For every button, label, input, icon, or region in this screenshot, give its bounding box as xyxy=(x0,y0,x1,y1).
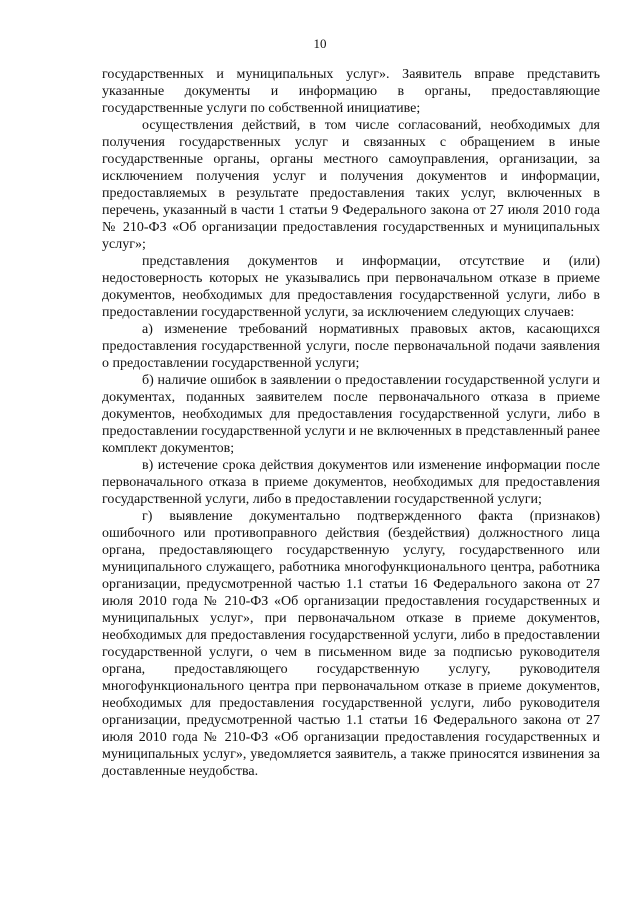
paragraph-actions-approvals: осуществления действий, в том числе согласований, необходимых для получения государственных услуг и связанных с обращением в иные государственные органы, органы местного самоуправления, организации, за исключением получения услуг и получения документов и информации, предоставляемых в результате предоставления таких услуг, включенных в перечень, указанный в части 1 статьи 9 Федерального закона от 27 июля 2010 года № 210-ФЗ «Об организации предоставления государственных и муниципальных услуг»; xyxy=(102,118,600,252)
paragraph-continuation: государственных и муниципальных услуг». Заявитель вправе представить указанные документы и информацию в органы, предоставляющие государственные услуги по собственной инициативе; xyxy=(102,67,600,116)
paragraph-case-b: б) наличие ошибок в заявлении о предоставлении государственной услуги и документах, поданных заявителем после первоначального отказа в приеме документов, необходимых для предоставления государственной услуги, либо в предоставлении государственной услуги и не включенных в представленный ранее комплект документов; xyxy=(102,373,600,456)
paragraph-case-a: а) изменение требований нормативных правовых актов, касающихся предоставления государственной услуги, после первоначальной подачи заявления о предоставлении государственной услуги; xyxy=(102,322,600,371)
document-body xyxy=(102,66,600,780)
page-number: 10 xyxy=(313,36,327,51)
paragraph-documents-submission: представления документов и информации, отсутствие и (или) недостоверность которых не указывались при первоначальном отказе в приеме документов, необходимых для предоставления государственной услуги, либо в предоставлении государственной услуги, за исключением следующих случаев: xyxy=(102,254,600,320)
paragraph-case-d: г) выявление документально подтвержденного факта (признаков) ошибочного или противоправного действия (бездействия) должностного лица органа, предоставляющего государственную услугу, государственного или муниципального служащего, работника многофункционального центра, работника организации, предусмотренной частью 1.1 статьи 16 Федерального закона от 27 июля 2010 года № 210-ФЗ «Об организации предоставления государственных и муниципальных услуг», при первоначальном отказе в приеме документов, необходимых для предоставления государственной услуги, либо в предоставлении государственной услуги, о чем в письменном виде за подписью руководителя органа, предоставляющего государственную услугу, руководителя многофункционального центра при первоначальном отказе в приеме документов, необходимых для предоставления государственной услуги, либо руководителя организации, предусмотренной частью 1.1 статьи 16 Федерального закона от 27 июля 2010 года № 210-ФЗ «Об организации предоставления государственных и муниципальных услуг», уведомляется заявитель, а также приносятся извинения за доставленные неудобства. xyxy=(102,509,600,779)
paragraph-case-c: в) истечение срока действия документов или изменение информации после первоначального отказа в приеме документов, необходимых для предоставления государственной услуги, либо в предоставлении государственной услуги; xyxy=(102,458,600,507)
